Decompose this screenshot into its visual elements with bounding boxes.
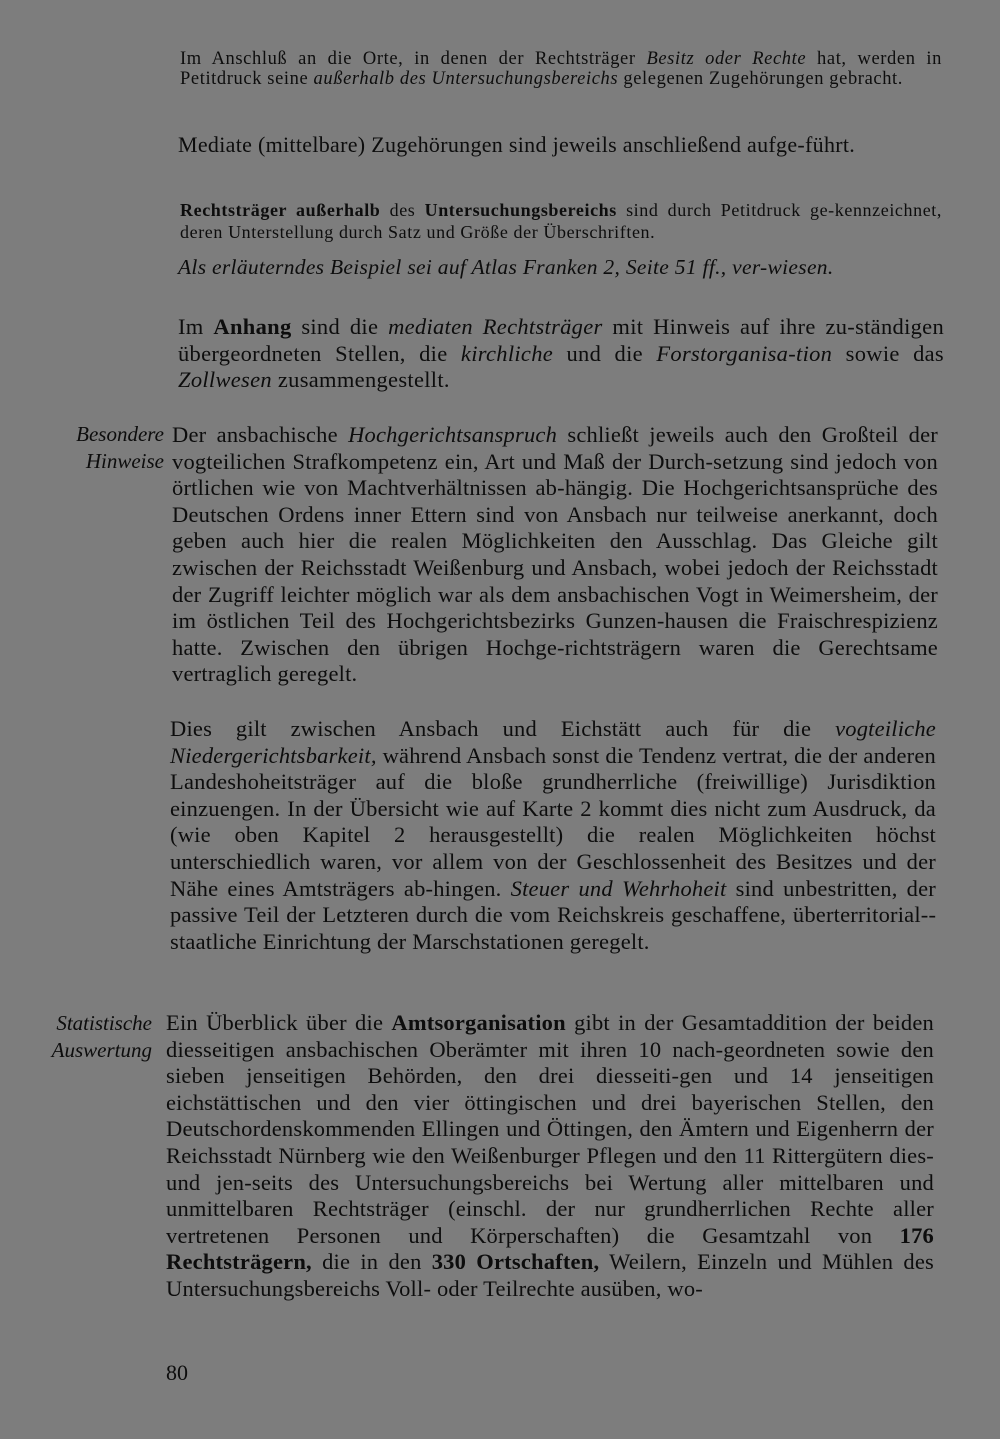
text-run: des (380, 200, 425, 220)
text-run: 330 Ortschaften, (431, 1249, 600, 1275)
text-run: Untersuchungsbereichs (424, 200, 617, 220)
text-run: Im (178, 314, 214, 339)
text-run: die in den (311, 1249, 432, 1275)
text-run: Anhang (213, 314, 292, 339)
paragraph-anhang (178, 314, 944, 394)
text-run: hat, werden in Petitdruck seine (180, 49, 942, 89)
margin-note-line: Besondere (76, 422, 164, 446)
text-run: vogteiliche Niedergerichtsbarkeit, (170, 716, 936, 768)
text-run: Ein Überblick über die (166, 1010, 392, 1035)
paragraph-niedergerichtsbarkeit (170, 716, 936, 955)
text-run: Mediate (mittelbare) Zugehörungen sind jeweils anschließend aufge-führt. (178, 132, 856, 157)
text-run: 176 Rechtsträgern, (166, 1222, 934, 1275)
margin-note-line: Statistische (56, 1011, 152, 1035)
paragraph-petitdruck-note (180, 49, 942, 89)
text-run: Der ansbachische (172, 422, 349, 447)
text-run: schließt jeweils auch den Großteil der vogteilichen Strafkompetenz ein, Art und Maß der Durch-setzung sind jedoch von örtlichen wie von Machtverhältnissen ab-hängig. Die Hochgerichtsansprüche des Deutschen Ordens inner Ettern sind von Ansbach nur teilweise anerkannt, doch geben auch hier die realen Möglichkeiten den Ausschlag. Das Gleiche gilt zwischen der Reichsstadt Weißenburg und Ansbach, wobei jedoch der Reichsstadt der Zugriff leichter möglich war als dem ansbachischen Vogt in Weimersheim, der im östlichen Teil des Hochgerichtsbezirks Gunzen-hausen die Fraischrespizienz hatte. Zwischen den übrigen Hochge-richtsträgern waren die Gerechtsame vertraglich geregelt. (172, 422, 938, 687)
text-run: sowie das (832, 340, 944, 366)
text-run: sind unbestritten, der passive Teil der Letzteren durch die vom Reichskreis geschaffene, überterritorial-staatliche Einrichtung der Marschstationen geregelt. (170, 875, 937, 954)
margin-note-besondere-hinweise (40, 421, 164, 475)
text-run: mit Hinweis auf ihre zu-ständigen übergeordneten Stellen, die (178, 314, 945, 366)
text-run: Besitz oder Rechte (646, 49, 807, 69)
margin-note-line: Auswertung (51, 1038, 152, 1062)
text-run: Steuer und Wehrhoheit (510, 875, 727, 901)
text-run: Forstorganisa-tion (656, 340, 833, 366)
paragraph-example-reference (178, 253, 944, 281)
paragraph-mediate (178, 131, 944, 159)
text-run: gelegenen Zugehörungen gebracht. (618, 69, 904, 89)
text-run: Als erläuterndes Beispiel sei auf Atlas Franken 2, Seite 51 ff., ver-wiesen. (178, 255, 834, 279)
text-run: Rechtsträger außerhalb (180, 200, 381, 220)
text-run: außerhalb des Untersuchungsbereichs (313, 69, 619, 89)
text-run: Amtsorganisation (391, 1010, 566, 1035)
text-run: Weilern, Einzeln und Mühlen des Untersuchungsbereichs Voll- oder Teilrechte ausüben, wo- (166, 1249, 934, 1301)
text-run: Dies gilt zwischen Ansbach und Eichstätt auch für die (170, 716, 836, 741)
paragraph-amtsorganisation (166, 1010, 934, 1303)
page-number: 80 (166, 1360, 188, 1385)
margin-note-line: Hinweise (85, 449, 164, 473)
paragraph-rechtstraeger-note (180, 199, 942, 243)
margin-note-statistische-auswertung (20, 1010, 152, 1064)
text-run: gibt in der Gesamtaddition der beiden diesseitigen ansbachischen Oberämter mit ihren 10 nach-geordneten sowie den sieben jenseitigen Behörden, den drei diesseiti-gen und 14 jenseitigen eichstättischen und den vier öttingischen und drei bayerischen Stellen, den Deutschordenskommenden Ellingen und Öttingen, den Ämtern und Eigenherrn der Reichsstadt Nürnberg wie den Weißenburger Pflegen und den 11 Rittergütern dies- und jen-seits des Untersuchungsbereichs bei Wertung aller mittelbaren und unmittelbaren Rechtsträger (einschl. der nur grundherrlichen Rechte aller vertretenen Personen und Körperschaften) die Gesamtzahl von (166, 1010, 934, 1248)
text-run: zusammengestellt. (271, 367, 450, 392)
text-run: Zollwesen (178, 367, 272, 392)
text-run: Im Anschluß an die Orte, in denen der Rechtsträger (180, 49, 647, 69)
text-run: während Ansbach sonst die Tendenz vertrat, die der anderen Landeshoheitsträger auf die bloße grundherrliche (freiwillige) Jurisdiktion einzuengen. In der Übersicht wie auf Karte 2 kommt dies nicht zum Ausdruck, da (wie oben Kapitel 2 herausgestellt) die realen Möglichkeiten höchst unterschiedlich waren, vor allem von der Geschlossenheit des Besitzes und der Nähe eines Amtsträgers ab-hingen. (170, 742, 936, 901)
text-run: und die (553, 340, 657, 366)
text-run: Hochgerichtsanspruch (348, 422, 558, 447)
text-run: mediaten Rechtsträger (388, 314, 603, 339)
text-run: sind die (291, 314, 389, 339)
text-run: sind durch Petitdruck ge-kennzeichnet, deren Unterstellung durch Satz und Größe der Überschriften. (180, 200, 943, 242)
paragraph-hochgerichtsanspruch (172, 422, 938, 688)
text-run: kirchliche (460, 340, 554, 366)
